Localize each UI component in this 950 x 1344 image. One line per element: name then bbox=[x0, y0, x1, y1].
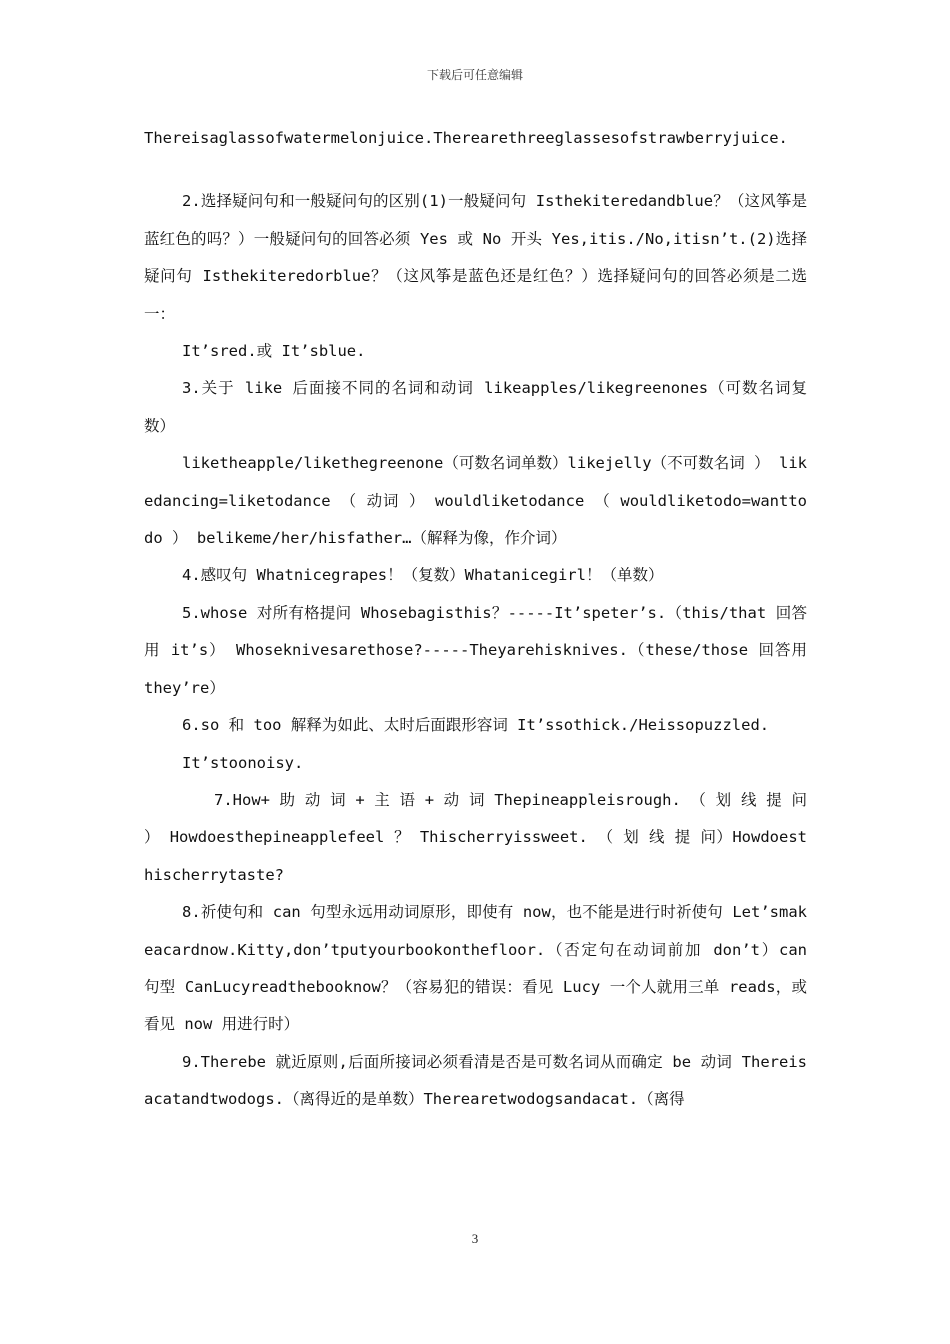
paragraph-4: 3.关于 like 后面接不同的名词和动词 likeapples/likegreenones（可数名词复数） bbox=[144, 379, 807, 435]
paragraph-1: Thereisaglassofwatermelonjuice.Therearethreeglassesofstrawberryjuice. bbox=[144, 129, 788, 147]
paragraph-2: 2.选择疑问句和一般疑问句的区别(1)一般疑问句 Isthekiteredandblue？（这风筝是蓝红色的吗？）一般疑问句的回答必须 Yes 或 No 开头 Yes,itis./No,itisn’t.(2)选择疑问句 Isthekiteredorblue？（这风筝是蓝色还是红色？）选择疑问句的回答必须是二选一： bbox=[144, 192, 807, 323]
paragraph-3: It’sred.或 It’sblue. bbox=[182, 342, 366, 361]
paragraph-5: liketheapple/likethegreenone（可数名词单数）likejelly（不可数名词 ） likedancing=liketodance （ 动词 ） wouldliketodance （ wouldliketodo=wanttodo ） belikeme/her/hisfather…（解释为像，作介词） bbox=[144, 454, 807, 548]
paragraph-10: 7.How+ 助 动 词 + 主 语 + 动 词 Thepineappleisrough. （ 划 线 提 问 ） Howdoesthepineapplefeel ？ Thischerryissweet. （ 划 线 提 问）Howdoesthischerrytaste? bbox=[144, 790, 807, 884]
paragraph-9: It’stoonoisy. bbox=[182, 753, 304, 772]
paragraph-11: 8.祈使句和 can 句型永远用动词原形，即使有 now，也不能是进行时祈使句 Let’smakeacardnow.Kitty,don’tputyourbookonthefloor.（否定句在动词前加 don’t）can 句型 CanLucyreadthebooknow？（容易犯的错误：看见 Lucy 一个人就用三单 reads，或看见 now 用进行时） bbox=[144, 903, 807, 1034]
page-number: 3 bbox=[471, 1231, 479, 1246]
paragraph-7: 5.whose 对所有格提问 Whosebagisthis？-----It’speter’s.（this/that 回答用 it’s） Whoseknivesarethose?-----Theyarehisknives.（these/those 回答用 they’re） bbox=[144, 603, 807, 697]
paragraph-12: 9.Therebe 就近原则,后面所接词必须看清是否是可数名词从而确定 be 动词 Thereisacatandtwodogs.（离得近的是单数）Therearetwodogsandacat.（离得 bbox=[144, 1052, 807, 1109]
paragraph-8: 6.so 和 too 解释为如此、太时后面跟形容词 It’ssothick./Heissopuzzled. bbox=[182, 716, 770, 735]
paragraph-6: 4.感叹句 Whatnicegrapes！（复数）Whatanicegirl！（单数） bbox=[182, 566, 664, 585]
document-body bbox=[144, 120, 807, 1119]
page-header: 下载后可任意编辑 bbox=[426, 68, 523, 82]
